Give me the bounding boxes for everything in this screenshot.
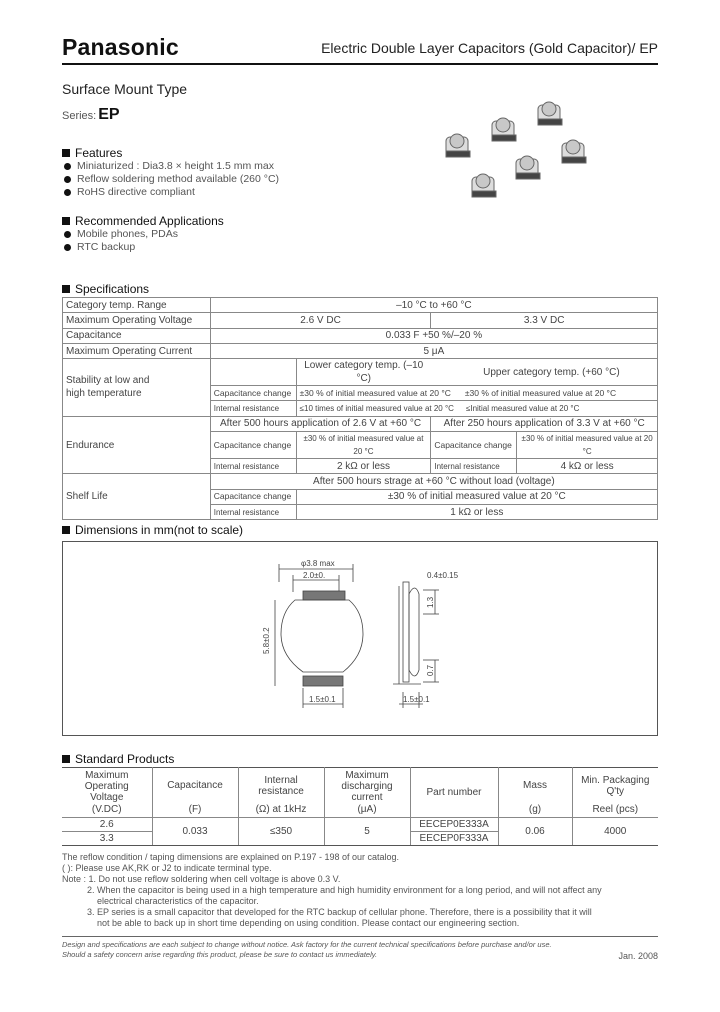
feature-item bbox=[64, 186, 195, 198]
column-header bbox=[498, 768, 572, 804]
table-row bbox=[63, 343, 658, 358]
spec-value-part: ±30 % of initial measured value at 20 °C bbox=[299, 387, 451, 398]
page-subtitle: Surface Mount Type bbox=[62, 81, 188, 97]
cell-resistance: ≤350 bbox=[238, 817, 324, 845]
spec-value: After 500 hours strage at +60 °C without load (voltage) bbox=[210, 474, 657, 489]
bullet-icon bbox=[64, 189, 71, 196]
disclaimer-line: Should a safety concern arise regarding this product, please be sure to contact us immediately. bbox=[62, 950, 378, 959]
spec-value: Upper category temp. (+60 °C) bbox=[431, 359, 658, 386]
spec-value: 0.033 F +50 %/–20 % bbox=[210, 328, 657, 343]
standard-products-heading bbox=[62, 752, 174, 766]
unit-cell: (V.DC) bbox=[62, 803, 152, 817]
product-photo bbox=[440, 95, 600, 215]
header-line: resistance bbox=[258, 785, 304, 797]
dimension-label: 0.7 bbox=[426, 664, 435, 676]
feature-item bbox=[64, 160, 274, 172]
cell-mass: 0.06 bbox=[498, 817, 572, 845]
table-row bbox=[62, 817, 658, 831]
dimensions-heading bbox=[62, 523, 243, 537]
table-row bbox=[63, 416, 658, 431]
spec-value: ±30 % of initial measured value at 20 °C bbox=[296, 432, 431, 459]
header-line: Maximum bbox=[345, 770, 389, 781]
header-line: Operating bbox=[84, 781, 129, 792]
spec-value-part: ±30 % of initial measured value at 20 °C bbox=[464, 387, 617, 398]
spec-value: After 500 hours application of 2.6 V at +60 °C bbox=[210, 416, 431, 431]
feature-text: RoHS directive compliant bbox=[77, 186, 195, 198]
note-line: ( ): Please use AK,RK or J2 to indicate terminal type. bbox=[62, 863, 272, 873]
cell-packaging: 4000 bbox=[572, 817, 658, 845]
dimension-label: 0.4±0.15 bbox=[427, 571, 459, 580]
spec-sublabel: Capacitance change bbox=[210, 386, 296, 401]
standard-heading-text: Standard Products bbox=[75, 752, 175, 766]
disclaimer-line: Design and specifications are each subject to change without notice. Ask factory for the current technical specifications before purchase and/or use. bbox=[62, 940, 552, 949]
column-header bbox=[324, 768, 410, 804]
header-line: Min. Packaging bbox=[581, 774, 650, 786]
header-line: Internal bbox=[264, 774, 298, 786]
capacitor-image bbox=[446, 102, 586, 197]
table-row bbox=[63, 474, 658, 489]
cell-voltage: 2.6 bbox=[62, 817, 152, 831]
features-heading bbox=[62, 146, 122, 160]
dimensions-drawing-box bbox=[62, 541, 658, 736]
square-bullet-icon bbox=[62, 217, 70, 225]
column-header bbox=[572, 768, 658, 804]
spec-value bbox=[296, 386, 657, 401]
header-line: Voltage bbox=[90, 792, 124, 803]
unit-cell: Reel (pcs) bbox=[592, 804, 639, 816]
spec-label bbox=[63, 359, 211, 417]
header-line: Mass bbox=[523, 780, 547, 791]
application-text: Mobile phones, PDAs bbox=[77, 228, 178, 240]
spec-value: –10 °C to +60 °C bbox=[210, 298, 657, 313]
footer-disclaimer bbox=[62, 940, 552, 960]
bullet-icon bbox=[64, 231, 71, 238]
spec-value: 2 kΩ or less bbox=[296, 459, 431, 474]
spec-label: Capacitance bbox=[63, 328, 211, 343]
notes-section bbox=[62, 852, 662, 929]
bullet-icon bbox=[64, 176, 71, 183]
dimension-label: 1.3 bbox=[426, 596, 435, 608]
note-line: Note : 1. Do not use reflow soldering when cell voltage is above 0.3 V. bbox=[62, 874, 341, 884]
column-header bbox=[238, 768, 324, 804]
spec-value-part: ≤10 times of initial measured value at 20 °C bbox=[299, 404, 454, 414]
spec-label-line: Stability at low and bbox=[66, 375, 150, 387]
spec-value bbox=[296, 401, 657, 416]
unit-cell: (Ω) at 1kHz bbox=[238, 803, 324, 817]
spec-label: Maximum Operating Voltage bbox=[63, 313, 211, 328]
spec-sublabel: Capacitance change bbox=[210, 489, 296, 504]
spec-sublabel: Internal resistance bbox=[431, 459, 517, 474]
header-line: Capacitance bbox=[167, 780, 223, 791]
unit-cell: (F) bbox=[152, 803, 238, 817]
dimension-label: 5.8±0.2 bbox=[262, 627, 271, 654]
spec-sublabel: Internal resistance bbox=[210, 504, 296, 519]
bullet-icon bbox=[64, 244, 71, 251]
features-heading-text: Features bbox=[75, 146, 123, 160]
cell-part-number: EECEP0E333A bbox=[410, 817, 498, 831]
dimension-label: φ3.8 max bbox=[301, 559, 335, 568]
spec-sublabel: Capacitance change bbox=[431, 432, 517, 459]
square-bullet-icon bbox=[62, 285, 70, 293]
applications-heading-text: Recommended Applications bbox=[75, 214, 224, 228]
specifications-table bbox=[62, 297, 658, 520]
front-view-drawing bbox=[275, 564, 363, 708]
feature-item bbox=[64, 173, 279, 185]
column-header bbox=[62, 768, 152, 804]
cell-part-number: EECEP0F333A bbox=[410, 831, 498, 845]
table-units-row bbox=[62, 803, 658, 817]
dimension-label: 1.5±0.1 bbox=[403, 695, 430, 704]
spec-value: 5 μA bbox=[210, 343, 657, 358]
header-rule bbox=[62, 63, 658, 65]
application-item bbox=[64, 228, 178, 240]
spec-value: After 250 hours application of 3.3 V at +60 °C bbox=[431, 416, 658, 431]
brand-logo: Panasonic bbox=[62, 34, 179, 60]
note-line: electrical characteristics of the capacitor. bbox=[62, 896, 259, 906]
square-bullet-icon bbox=[62, 526, 70, 534]
unit-cell: (g) bbox=[498, 803, 572, 817]
cell-capacitance: 0.033 bbox=[152, 817, 238, 845]
spec-label: Maximum Operating Current bbox=[63, 343, 211, 358]
bullet-icon bbox=[64, 163, 71, 170]
application-text: RTC backup bbox=[77, 241, 136, 253]
note-line: 3. EP series is a small capacitor that developed for the RTC backup of cellular phone. Therefore, there is a possibility that it will bbox=[62, 907, 592, 917]
header-line: current bbox=[351, 792, 383, 803]
document-date: Jan. 2008 bbox=[618, 951, 658, 961]
dimension-label: 2.0±0. bbox=[303, 571, 326, 580]
table-row bbox=[63, 328, 658, 343]
feature-text: Reflow soldering method available (260 °C) bbox=[77, 173, 280, 185]
series-prefix: Series: bbox=[62, 110, 97, 122]
spec-value-part: ≤Initial measured value at 20 °C bbox=[465, 404, 580, 414]
spec-value: ±30 % of initial measured value at 20 °C bbox=[517, 432, 658, 459]
square-bullet-icon bbox=[62, 149, 70, 157]
spec-sublabel: Capacitance change bbox=[210, 432, 296, 459]
spec-label: Shelf Life bbox=[63, 474, 211, 520]
table-row bbox=[63, 313, 658, 328]
document-title: Electric Double Layer Capacitors (Gold Capacitor)/ EP bbox=[321, 40, 658, 56]
application-item bbox=[64, 241, 135, 253]
dimension-label: 1.5±0.1 bbox=[309, 695, 336, 704]
applications-heading bbox=[62, 214, 224, 228]
spec-value: ±30 % of initial measured value at 20 °C bbox=[296, 489, 657, 504]
header-line: Maximum bbox=[85, 770, 129, 781]
spec-value: 1 kΩ or less bbox=[296, 504, 657, 519]
spec-label-line: high temperature bbox=[66, 388, 142, 400]
specifications-heading bbox=[62, 282, 149, 296]
specifications-heading-text: Specifications bbox=[75, 282, 150, 296]
series-name: EP bbox=[98, 106, 120, 123]
column-header bbox=[152, 768, 238, 804]
cell-current: 5 bbox=[324, 817, 410, 845]
note-line: 2. When the capacitor is being used in a high temperature and high humidity environment for a long period, and will not affect any bbox=[62, 885, 602, 895]
spec-sublabel: Internal resistance bbox=[210, 401, 296, 416]
spec-label: Endurance bbox=[63, 416, 211, 474]
series-label bbox=[62, 106, 120, 124]
spec-value: 4 kΩ or less bbox=[517, 459, 658, 474]
spec-value: 2.6 V DC bbox=[210, 313, 431, 328]
dimension-drawing bbox=[63, 542, 657, 735]
table-header-row bbox=[62, 768, 658, 804]
unit-cell: (μA) bbox=[324, 803, 410, 817]
spec-value: 3.3 V DC bbox=[431, 313, 658, 328]
note-line: not be able to back up in short time depending on using condition. Please contact our engineering section. bbox=[62, 918, 520, 928]
square-bullet-icon bbox=[62, 755, 70, 763]
header-line: Part number bbox=[426, 786, 482, 798]
header-line: discharging bbox=[341, 781, 393, 792]
table-row bbox=[63, 359, 658, 386]
feature-text: Miniaturized : Dia3.8 × height 1.5 mm max bbox=[77, 160, 274, 172]
header-line: Q'ty bbox=[606, 785, 624, 797]
spec-value: Lower category temp. (–10 °C) bbox=[296, 359, 431, 386]
note-line: The reflow condition / taping dimensions are explained on P.197 - 198 of our catalog. bbox=[62, 852, 400, 862]
dimensions-heading-text: Dimensions in mm(not to scale) bbox=[75, 523, 244, 537]
table-row bbox=[63, 298, 658, 313]
column-header bbox=[410, 768, 498, 818]
standard-products-table bbox=[62, 767, 658, 846]
spec-sublabel: Internal resistance bbox=[210, 459, 296, 474]
cell-voltage: 3.3 bbox=[62, 831, 152, 845]
spec-label: Category temp. Range bbox=[63, 298, 211, 313]
footer-rule bbox=[62, 936, 658, 937]
